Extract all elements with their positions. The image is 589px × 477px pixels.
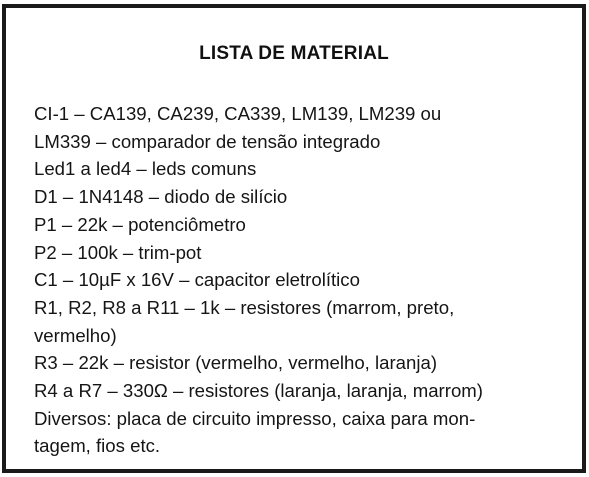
list-line: D1 – 1N4148 – diodo de silício — [34, 186, 288, 208]
list-line: Diversos: placa de circuito impresso, caixa para mon- — [34, 407, 476, 429]
list-line: Led1 a led4 – leds comuns — [34, 158, 257, 180]
list-line: vermelho) — [34, 324, 117, 346]
list-line: R1, R2, R8 a R11 – 1k – resistores (marrom, preto, — [34, 296, 455, 318]
list-line: CI-1 – CA139, CA239, CA339, LM139, LM239 ou — [34, 103, 442, 124]
material-list — [34, 100, 574, 460]
list-line: tagem, fios etc. — [34, 435, 161, 457]
material-list-box — [2, 4, 586, 473]
list-line: LM339 – comparador de tensão integrado — [34, 130, 381, 152]
list-line: P1 – 22k – potenciômetro — [34, 213, 246, 235]
list-line: P2 – 100k – trim-pot — [34, 241, 202, 263]
list-line: R3 – 22k – resistor (vermelho, vermelho, laranja) — [34, 352, 438, 374]
document-title: LISTA DE MATERIAL — [199, 43, 389, 64]
list-line: R4 a R7 – 330Ω – resistores (laranja, laranja, marrom) — [34, 380, 483, 402]
list-line: C1 – 10µF x 16V – capacitor eletrolítico — [34, 269, 360, 291]
